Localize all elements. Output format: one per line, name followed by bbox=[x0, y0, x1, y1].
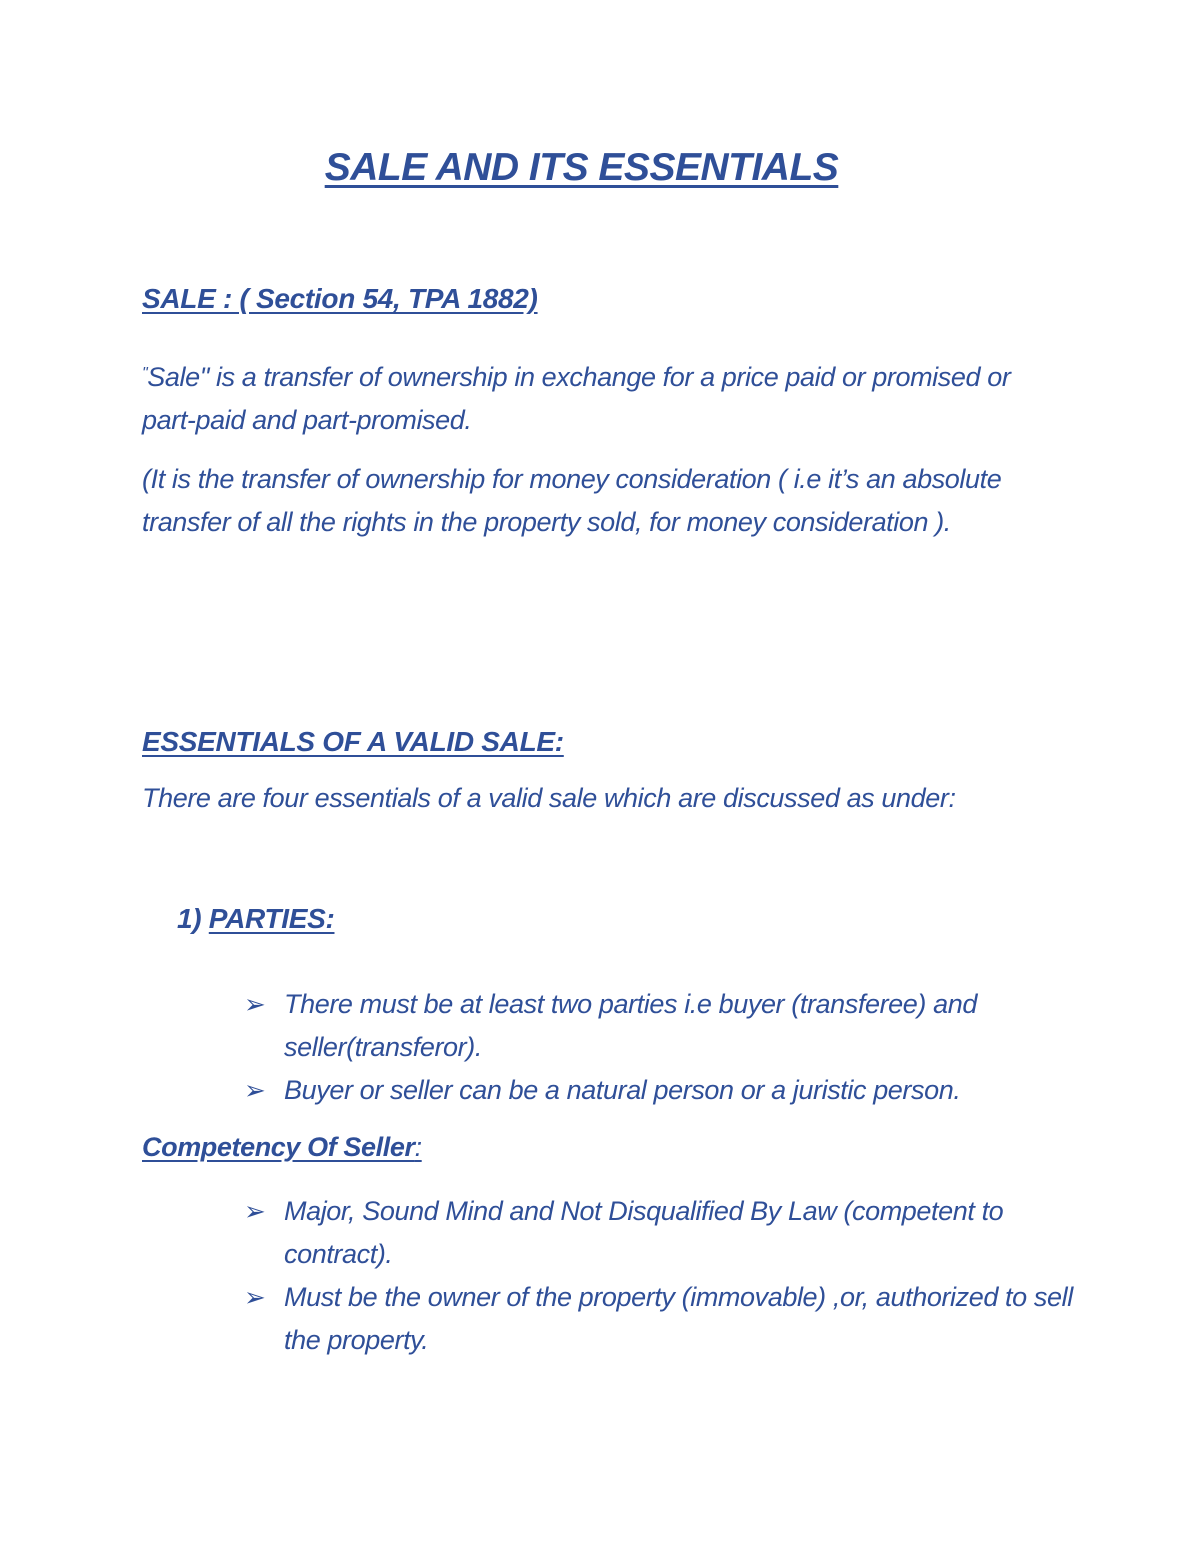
competency-heading bbox=[142, 1132, 422, 1163]
document-title: SALE AND ITS ESSENTIALS bbox=[324, 146, 839, 189]
essentials-intro: There are four essentials of a valid sale which are discussed as under: bbox=[142, 783, 956, 813]
competency-bullet-list bbox=[244, 1190, 1074, 1362]
arrow-bullet-icon: ➢ bbox=[244, 1075, 266, 1105]
list-item bbox=[244, 1190, 1074, 1276]
competency-label: Competency Of Seller bbox=[142, 1132, 415, 1162]
list-item bbox=[244, 983, 1074, 1069]
definition-open-quote: " bbox=[142, 365, 148, 382]
list-item bbox=[244, 1276, 1074, 1362]
sale-heading: SALE : ( Section 54, TPA 1882) bbox=[142, 283, 538, 314]
sale-definition bbox=[142, 352, 1042, 442]
arrow-bullet-icon: ➢ bbox=[244, 989, 266, 1019]
parties-bullet-list bbox=[244, 983, 1074, 1112]
list-item-text: Buyer or seller can be a natural person or a juristic person. bbox=[284, 1075, 961, 1105]
list-item bbox=[244, 1069, 1074, 1112]
parties-number: 1) bbox=[177, 903, 202, 934]
parties-heading bbox=[177, 903, 334, 935]
list-item-text: Major, Sound Mind and Not Disqualified By Law (competent to contract). bbox=[284, 1196, 1004, 1269]
competency-colon: : bbox=[414, 1132, 422, 1162]
arrow-bullet-icon: ➢ bbox=[244, 1196, 266, 1226]
arrow-bullet-icon: ➢ bbox=[244, 1282, 266, 1312]
definition-text: Sale" is a transfer of ownership in exchange for a price paid or promised or part-paid and part-promised. bbox=[142, 362, 1011, 435]
sale-explanation: (It is the transfer of ownership for money consideration ( i.e it’s an absolute transfer of all the rights in the property sold, for money consideration ). bbox=[142, 464, 1002, 537]
essentials-heading: ESSENTIALS OF A VALID SALE: bbox=[142, 726, 564, 757]
list-item-text: There must be at least two parties i.e buyer (transferee) and seller(transferor). bbox=[284, 989, 977, 1062]
list-item-text: Must be the owner of the property (immovable) ,or, authorized to sell the property. bbox=[284, 1282, 1073, 1355]
parties-label: PARTIES: bbox=[208, 903, 335, 934]
